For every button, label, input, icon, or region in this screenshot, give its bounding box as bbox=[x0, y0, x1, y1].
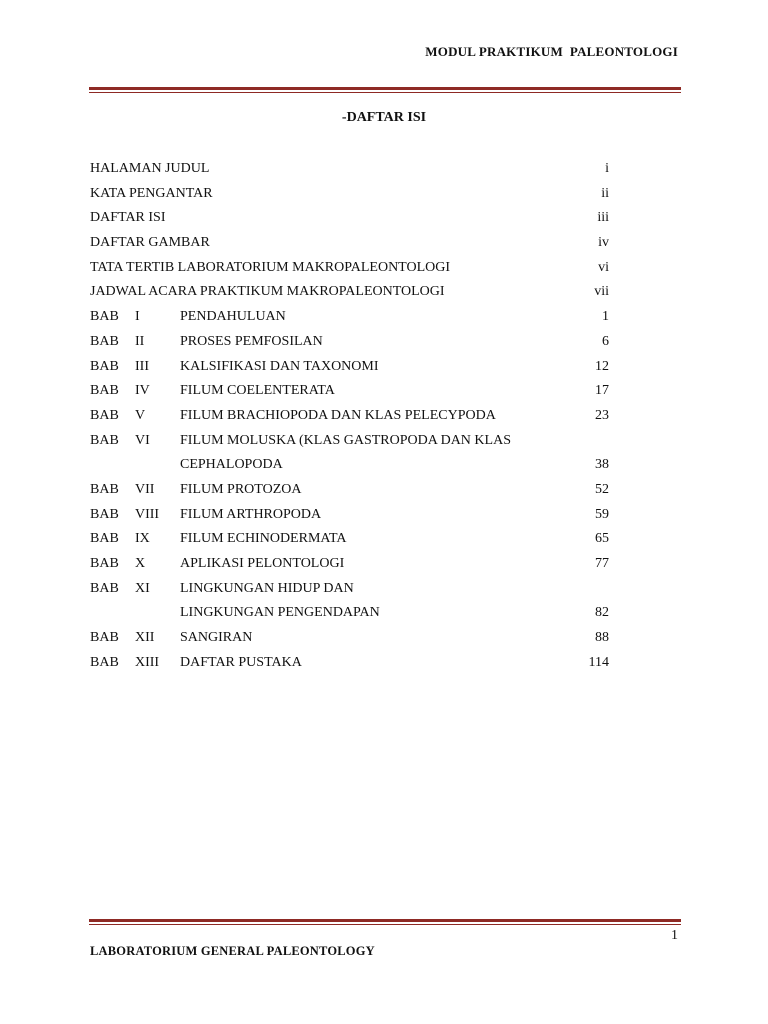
toc-entry-page: vii bbox=[594, 284, 609, 300]
chapter-number: XIII bbox=[135, 654, 160, 670]
chapter-number: X bbox=[135, 556, 146, 571]
toc-entry-page: vi bbox=[598, 259, 609, 275]
footer-title: LABORATORIUM GENERAL PALEONTOLOGY bbox=[90, 944, 375, 958]
chapter-number: II bbox=[135, 333, 145, 349]
chapter-page: 6 bbox=[602, 333, 609, 349]
toc-entry bbox=[90, 206, 612, 231]
chapter-number: IX bbox=[135, 531, 150, 547]
toc-chapter-entry bbox=[90, 651, 612, 676]
chapter-label: BAB bbox=[90, 358, 119, 374]
chapter-label: BAB bbox=[90, 630, 119, 646]
chapter-label: BAB bbox=[90, 333, 119, 349]
chapter-number: VIII bbox=[135, 506, 160, 522]
toc-chapter-entry bbox=[90, 577, 612, 602]
chapter-page: 52 bbox=[595, 481, 609, 497]
chapter-number: V bbox=[135, 407, 146, 423]
chapter-title-continued: CEPHALOPODA bbox=[180, 457, 283, 473]
chapter-label: BAB bbox=[90, 654, 119, 670]
chapter-title-continued: LINGKUNGAN PENGENDAPAN bbox=[180, 605, 380, 621]
toc-entry-title: JADWAL ACARA PRAKTIKUM MAKROPALEONTOLOGI bbox=[90, 284, 445, 300]
header-title: MODUL PRAKTIKUM PALEONTOLOGI bbox=[425, 44, 678, 59]
toc-heading: -DAFTAR ISI bbox=[341, 110, 427, 125]
toc-chapter-entry bbox=[90, 330, 612, 355]
toc-chapter-entry bbox=[90, 626, 612, 651]
chapter-title: PENDAHULUAN bbox=[180, 309, 286, 325]
toc-entry-title: KATA PENGANTAR bbox=[90, 185, 213, 201]
table-of-contents bbox=[90, 157, 612, 675]
chapter-title: APLIKASI PELONTOLOGI bbox=[180, 556, 345, 571]
toc-chapter-entry bbox=[90, 503, 612, 528]
chapter-label: BAB bbox=[90, 309, 119, 325]
chapter-title: FILUM BRACHIOPODA DAN KLAS PELECYPODA bbox=[180, 407, 496, 423]
toc-chapter-entry bbox=[90, 404, 612, 429]
toc-entry-page: iv bbox=[598, 235, 609, 251]
chapter-title: SANGIRAN bbox=[180, 630, 253, 646]
chapter-number: XI bbox=[135, 580, 150, 596]
toc-entry-title: DAFTAR ISI bbox=[90, 210, 166, 226]
footer-divider bbox=[89, 919, 681, 925]
toc-entry-page: i bbox=[605, 161, 609, 176]
chapter-page: 65 bbox=[595, 531, 609, 547]
chapter-label: BAB bbox=[90, 481, 119, 497]
toc-entry-title: HALAMAN JUDUL bbox=[90, 161, 210, 176]
toc-chapter-entry bbox=[90, 305, 612, 330]
chapter-number: I bbox=[135, 309, 140, 325]
chapter-title: FILUM PROTOZOA bbox=[180, 481, 302, 497]
chapter-label: BAB bbox=[90, 407, 119, 423]
chapter-page: 1 bbox=[602, 309, 609, 325]
chapter-number: VI bbox=[135, 432, 150, 448]
chapter-label: BAB bbox=[90, 432, 119, 448]
chapter-label: BAB bbox=[90, 531, 119, 547]
toc-chapter-entry bbox=[90, 552, 612, 577]
chapter-title: FILUM ECHINODERMATA bbox=[180, 531, 347, 547]
toc-entry-page: ii bbox=[601, 185, 609, 201]
toc-entry bbox=[90, 256, 612, 281]
toc-entry bbox=[90, 157, 612, 182]
toc-chapter-entry bbox=[90, 355, 612, 380]
chapter-label: BAB bbox=[90, 506, 119, 522]
chapter-number: III bbox=[135, 358, 149, 374]
chapter-title: FILUM COELENTERATA bbox=[180, 383, 335, 399]
toc-chapter-entry-continued bbox=[90, 453, 612, 478]
toc-chapter-entry-continued bbox=[90, 601, 612, 626]
chapter-page: 114 bbox=[588, 654, 609, 670]
chapter-page: 77 bbox=[595, 556, 609, 571]
chapter-number: VII bbox=[135, 481, 155, 497]
chapter-title: KALSIFIKASI DAN TAXONOMI bbox=[180, 358, 379, 374]
toc-chapter-entry bbox=[90, 379, 612, 404]
chapter-label: BAB bbox=[90, 556, 119, 571]
toc-entry-title: TATA TERTIB LABORATORIUM MAKROPALEONTOLOGI bbox=[90, 259, 451, 275]
chapter-title: LINGKUNGAN HIDUP DAN bbox=[180, 580, 354, 596]
header-divider bbox=[89, 87, 681, 93]
toc-entry-title: DAFTAR GAMBAR bbox=[90, 235, 210, 251]
chapter-title: FILUM MOLUSKA (KLAS GASTROPODA DAN KLAS bbox=[180, 432, 511, 448]
chapter-page: 12 bbox=[595, 358, 609, 374]
page-number: 1 bbox=[671, 928, 678, 943]
toc-chapter-entry bbox=[90, 527, 612, 552]
chapter-page: 38 bbox=[595, 457, 609, 473]
chapter-number: XII bbox=[135, 630, 155, 646]
toc-chapter-entry bbox=[90, 429, 612, 454]
chapter-number: IV bbox=[135, 383, 150, 399]
toc-entry bbox=[90, 182, 612, 207]
chapter-page: 23 bbox=[595, 407, 609, 423]
chapter-page: 88 bbox=[595, 630, 609, 646]
chapter-title: FILUM ARTHROPODA bbox=[180, 506, 322, 522]
toc-entry bbox=[90, 231, 612, 256]
chapter-page: 17 bbox=[595, 383, 609, 399]
toc-entry bbox=[90, 280, 612, 305]
chapter-page: 59 bbox=[595, 506, 609, 522]
chapter-title: DAFTAR PUSTAKA bbox=[180, 654, 302, 670]
chapter-page: 82 bbox=[595, 605, 609, 621]
chapter-title: PROSES PEMFOSILAN bbox=[180, 333, 323, 349]
toc-entry-page: iii bbox=[597, 210, 609, 226]
toc-chapter-entry bbox=[90, 478, 612, 503]
chapter-label: BAB bbox=[90, 580, 119, 596]
chapter-label: BAB bbox=[90, 383, 119, 399]
